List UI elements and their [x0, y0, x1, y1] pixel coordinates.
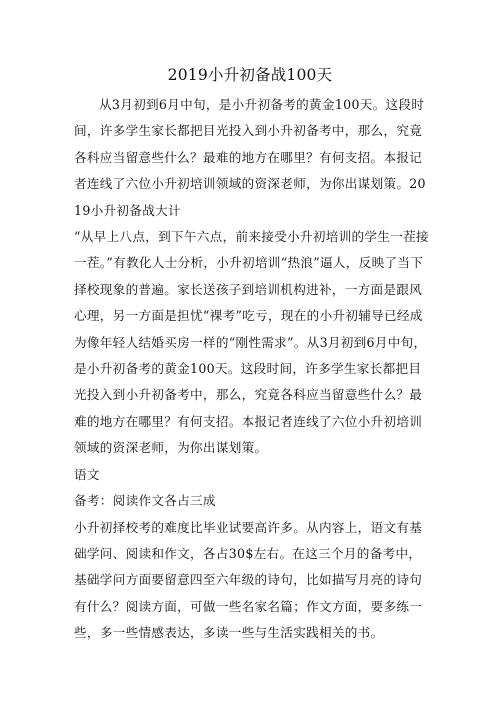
- document-title: 2019小升初备战100天: [167, 66, 333, 84]
- document-body: [74, 92, 434, 647]
- paragraph-analysis: “从早上八点，到下午六点，前来接受小升初培训的学生一茬接一茬。”有教化人士分析，小升初培训“热浪”逼人，反映了当下择校现象的普遍。家长送孩子到培训机构进补，一方面是跟风心理，另一方面是担忧“裸考”吃亏，现在的小升初辅导已经成为像年轻人结婚买房一样的“刚性需求”。从3月初到6月中旬，是小升初备考的黄金100天。这段时间，许多学生家长都把目光投入到小升初备考中，那么，究竟各科应当留意些什么？最难的地方在哪里？有何支招。本报记者连线了六位小升初培训领域的资深老师，为你出谋划策。: [74, 229, 429, 456]
- paragraph-intro: 从3月初到6月中旬，是小升初备考的黄金100天。这段时间，许多学生家长都把目光投入到小升初备考中，那么，究竟各科应当留意些什么？最难的地方在哪里？有何支招。本报记者连线了六位小升初培训领域的资深老师，为你出谋划策。2019小升初备战大计: [74, 97, 426, 218]
- paragraph-chinese-preparation: 小升初择校考的难度比毕业试要高许多。从内容上，语文有基础学问、阅读和作文，各占30$左右。在这三个月的备考中，基础学问方面要留意四至六年级的诗句，比如描写月亮的诗句有什么？阅读方面，可做一些名家名篇；作文方面，要多练一些，多一些情感表达，多读一些与生活实践相关的书。: [74, 519, 423, 641]
- section-heading-chinese: 语文: [74, 466, 100, 482]
- subheading-preparation: 备考：阅读作文各占三成: [74, 493, 216, 509]
